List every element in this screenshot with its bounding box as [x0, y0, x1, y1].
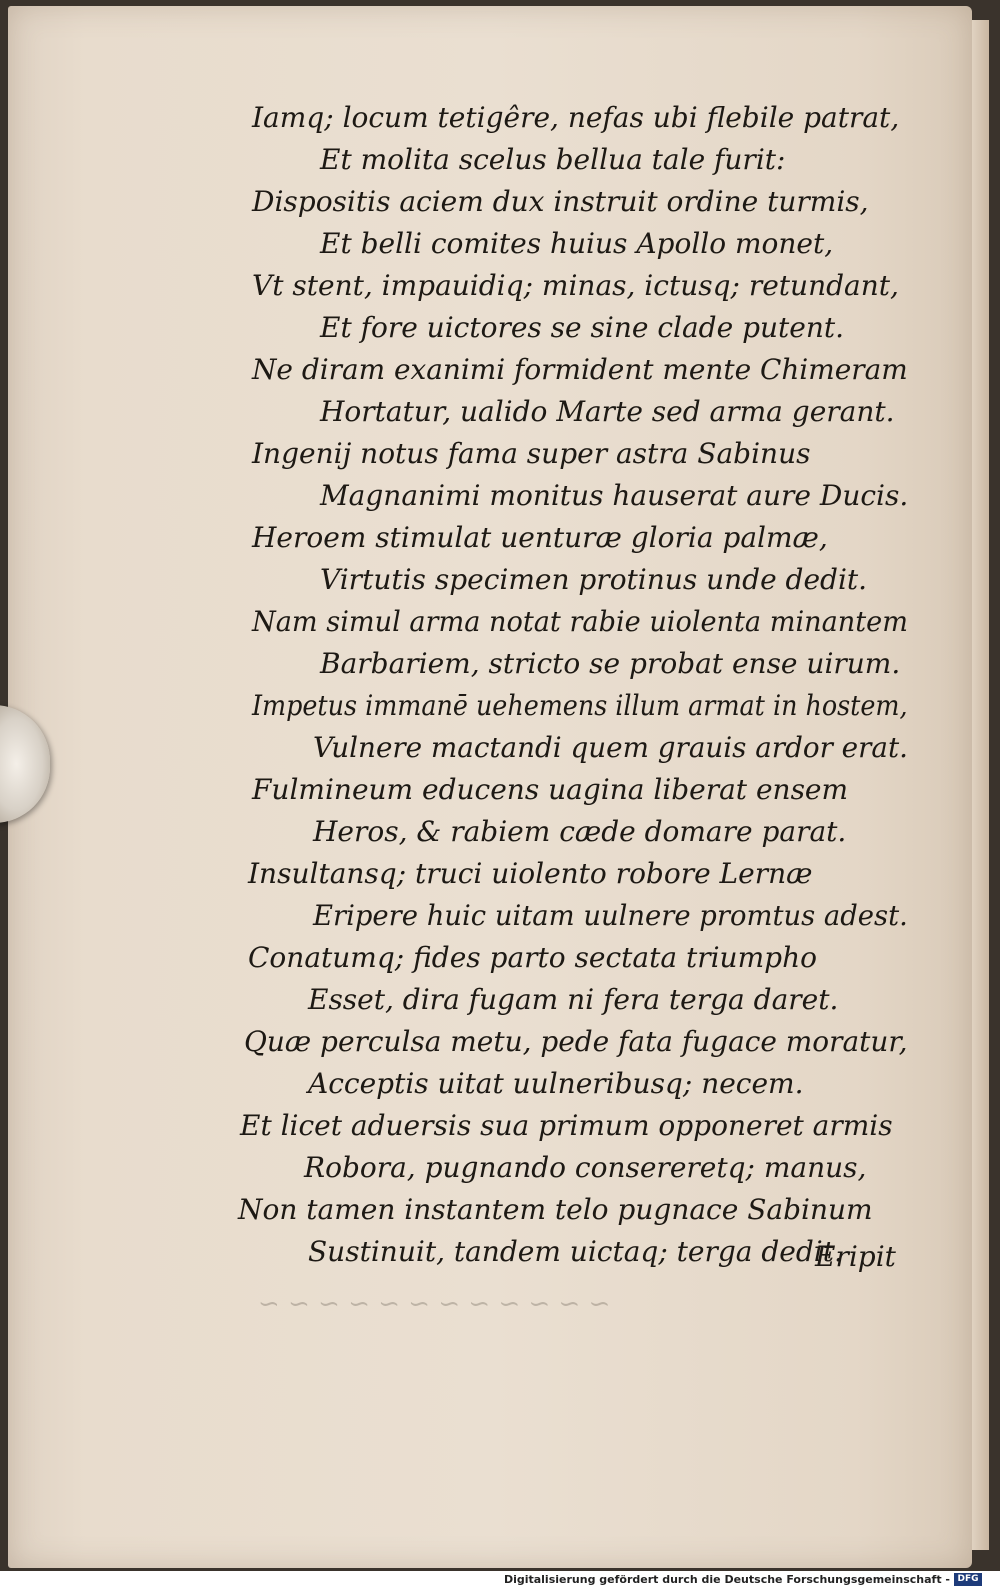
- verse-line: Dispositis aciem dux instruit ordine turmis,: [252, 185, 869, 218]
- verse-line: Insultansq; truci uiolento robore Lernæ: [248, 857, 813, 890]
- dfg-logo-icon: DFG: [954, 1573, 982, 1586]
- verse-line: Non tamen instantem telo pugnace Sabinum: [238, 1193, 873, 1226]
- verse-line: Et belli comites huius Apollo monet,: [320, 227, 834, 260]
- verse-line: Et molita scelus bellua tale furit:: [320, 143, 786, 176]
- verse-line: Conatumq; fides parto sectata triumpho: [248, 941, 817, 974]
- verse-line: Acceptis uitat uulneribusq; necem.: [308, 1067, 804, 1100]
- verse-line: Ingenij notus fama super astra Sabinus: [252, 437, 811, 470]
- verse-line: Ne diram exanimi formident mente Chimeram: [252, 353, 908, 386]
- verse-line: Fulmineum educens uagina liberat ensem: [252, 773, 849, 806]
- book-page: [8, 6, 972, 1568]
- verse-line: Vt stent, impauidiq; minas, ictusq; retundant,: [252, 269, 899, 302]
- verse-line: Barbariem, stricto se probat ense uirum.: [320, 647, 901, 680]
- verse-line: Iamq; locum tetigêre, nefas ubi flebile patrat,: [252, 101, 900, 134]
- show-through-bleed: ~ ~ ~ ~ ~ ~ ~ ~ ~ ~ ~ ~: [258, 1289, 611, 1319]
- verse-line: Hortatur, ualido Marte sed arma gerant.: [320, 395, 895, 428]
- verse-line: Heroem stimulat uenturæ gloria palmæ,: [252, 521, 828, 554]
- verse-line: Quæ perculsa metu, pede fata fugace moratur,: [244, 1025, 908, 1058]
- verse-line: Impetus immanē uehemens illum armat in hostem,: [252, 689, 908, 722]
- verse-line: Eripere huic uitam uulnere promtus adest.: [313, 899, 908, 932]
- footer-bar: [0, 1571, 1000, 1589]
- verse-line: Vulnere mactandi quem grauis ardor erat.: [313, 731, 908, 764]
- verse-line: Et licet aduersis sua primum opponeret armis: [240, 1109, 893, 1142]
- verse-line: Sustinuit, tandem uictaq; terga dedit.: [308, 1235, 843, 1268]
- verse-line: Robora, pugnando consereretq; manus,: [304, 1151, 867, 1184]
- verse-line: Et fore uictores se sine clade putent.: [320, 311, 845, 344]
- catchword: Eripit: [815, 1240, 896, 1273]
- footer-credit: Digitalisierung gefördert durch die Deutsche Forschungsgemeinschaft -: [503, 1573, 950, 1586]
- verse-line: Magnanimi monitus hauserat aure Ducis.: [320, 479, 909, 512]
- verse-line: Virtutis specimen protinus unde dedit.: [320, 563, 868, 596]
- verse-line: Nam simul arma notat rabie uiolenta minantem: [252, 605, 908, 638]
- verse-line: Heros, & rabiem cæde domare parat.: [313, 815, 847, 848]
- verse-line: Esset, dira fugam ni fera terga daret.: [308, 983, 839, 1016]
